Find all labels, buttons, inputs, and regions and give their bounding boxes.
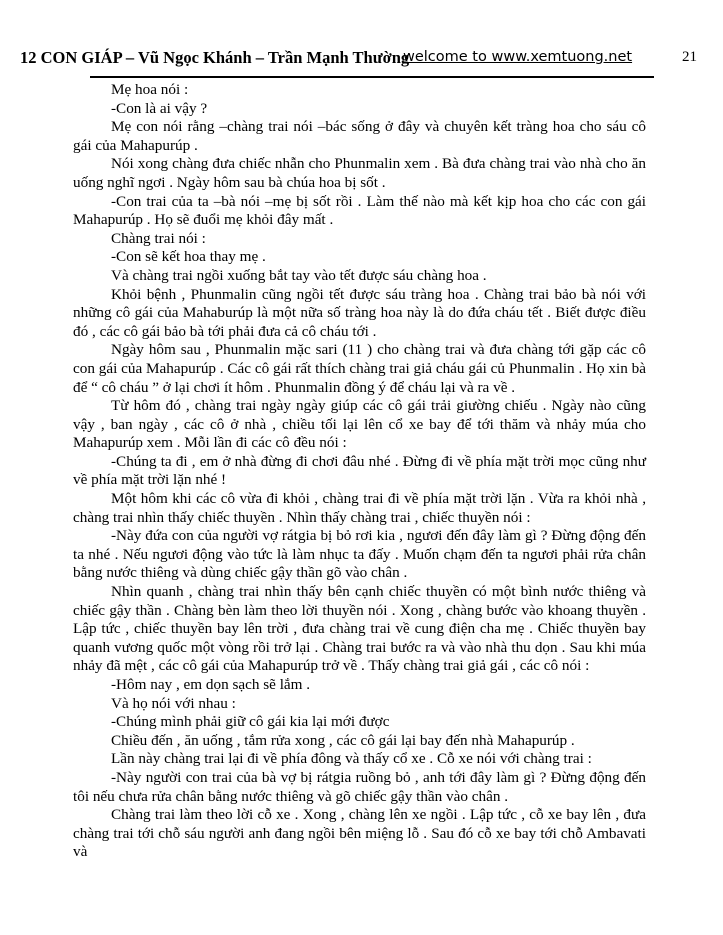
paragraph: -Con là ai vậy ?	[111, 99, 208, 117]
paragraph: Ngày hôm sau , Phunmalin mặc sari (11 ) cho chàng trai và đưa chàng tới gặp các cô con gái của Mahapurúp . Các cô gái rất thích chàng trai giả cháu gái củ Phunmalin . Họ xin bà để “ cô cháu ” ở lại chơi ít hôm . Phunmalin đồng ý để cháu lại và ra về .	[73, 341, 646, 396]
paragraph: Nói xong chàng đưa chiếc nhẫn cho Phunmalin xem . Bà đưa chàng trai vào nhà cho ăn uống nghĩ ngơi . Ngày hôm sau bà chúa hoa bị sốt .	[73, 155, 646, 191]
paragraph: Mẹ hoa nói :	[111, 81, 189, 98]
paragraph: Chàng trai nói :	[111, 229, 206, 247]
paragraph: Lần này chàng trai lại đi về phía đông và thấy cổ xe . Cỗ xe nói với chàng trai :	[111, 750, 592, 768]
paragraph: Nhìn quanh , chàng trai nhìn thấy bên cạnh chiếc thuyền có một bình nước thiêng và chiếc gậy thần . Chàng bèn làm theo lời thuyền nói . Xong , chàng bước vào khoang thuyền . Lập tức , chiếc thuyền bay lên trời , đưa chàng trai về cung điện cha mẹ . Chiếc thuyền bay quanh vương quốc một vòng rồi trở lại . Chàng trai bước ra và vào nhà thu dọn . Sau khi múa nhảy đã mệt , các cô gái của Mahapurúp trở về . Thấy chàng trai giả gái , các cô nói :	[73, 583, 646, 675]
paragraph: Chiều đến , ăn uống , tắm rửa xong , các cô gái lại bay đến nhà Mahapurúp .	[111, 731, 575, 749]
paragraph: Chàng trai làm theo lời cỗ xe . Xong , chàng lên xe ngồi . Lập tức , cỗ xe bay lên , đưa chàng trai tới chỗ sáu người anh đang ngồi bên miệng lỗ . Sau đó cỗ xe bay tới chỗ Ambavati và	[73, 806, 646, 861]
paragraph: Một hôm khi các cô vừa đi khỏi , chàng trai đi về phía mặt trời lặn . Vừa ra khỏi nhà , chàng trai nhìn thấy chiếc thuyền . Nhìn thấy chàng trai , chiếc thuyền nói :	[73, 490, 646, 526]
paragraph: -Con sẽ kết hoa thay mẹ .	[111, 248, 266, 266]
paragraph: Từ hôm đó , chàng trai ngày ngày giúp các cô gái trải giường chiếu . Ngày nào cũng vậy , ban ngày , các cô ở nhà , chiều tối lại lên cổ xe bay để tới thăm và nhảy múa cho Mahapurúp xem . Mỗi lần đi các cô đều nói :	[73, 397, 646, 452]
header-rule	[90, 76, 654, 78]
paragraph: -Này đứa con của người vợ rátgia bị bỏ rơi kia , ngươi đến đây làm gì ? Đừng động đến ta nhé . Nếu ngươi động vào tức là làm nhục ta đấy . Muốn chạm đến ta ngươi phải rửa chân bằng nước thiêng và dùng chiếc gậy thần gõ vào chân .	[73, 527, 646, 582]
paragraph: -Chúng mình phải giữ cô gái kia lại mới được	[111, 713, 390, 731]
book-title: 12 CON GIÁP – Vũ Ngọc Khánh – Trần Mạnh Thường	[20, 48, 410, 67]
paragraph: Mẹ con nói rằng –chàng trai nói –bác sống ở đây và chuyên kết tràng hoa cho sáu cô gái của Mahapurúp .	[73, 118, 646, 154]
paragraph: Khỏi bệnh , Phunmalin cũng ngồi tết được sáu tràng hoa . Chàng trai bảo bà nói với những cô gái của Mahaburúp là một nữa số tràng hoa này là do đứa cháu tết . Biết được điều đó , các cô gái bảo bà tới phải đưa cả cô cháu tới .	[73, 285, 646, 340]
page-number: 21	[682, 49, 697, 65]
paragraph: -Con trai của ta –bà nói –mẹ bị sốt rồi . Làm thế nào mà kết kịp hoa cho các con gái Mahapurúp . Họ sẽ đuổi mẹ khỏi đây mất .	[73, 192, 646, 229]
paragraph: -Hôm nay , em dọn sạch sẽ lắm .	[111, 676, 311, 693]
paragraph: Và chàng trai ngồi xuống bắt tay vào tết được sáu chàng hoa .	[111, 266, 487, 284]
paragraph: Và họ nói với nhau :	[111, 694, 236, 712]
paragraph: -Chúng ta đi , em ở nhà đừng đi chơi đâu nhé . Đừng đi về phía mặt trời mọc cũng như về phía mặt trời lặn nhé !	[73, 452, 646, 489]
website-link[interactable]: welcome to www.xemtuong.net	[403, 49, 633, 65]
paragraph: -Này người con trai của bà vợ bị rátgia ruồng bỏ , anh tới đây làm gì ? Đừng động đến tôi nếu chưa rửa chân bằng nước thiêng và gõ chiếc gậy thần vào chân .	[73, 768, 646, 805]
page-body	[73, 81, 646, 862]
